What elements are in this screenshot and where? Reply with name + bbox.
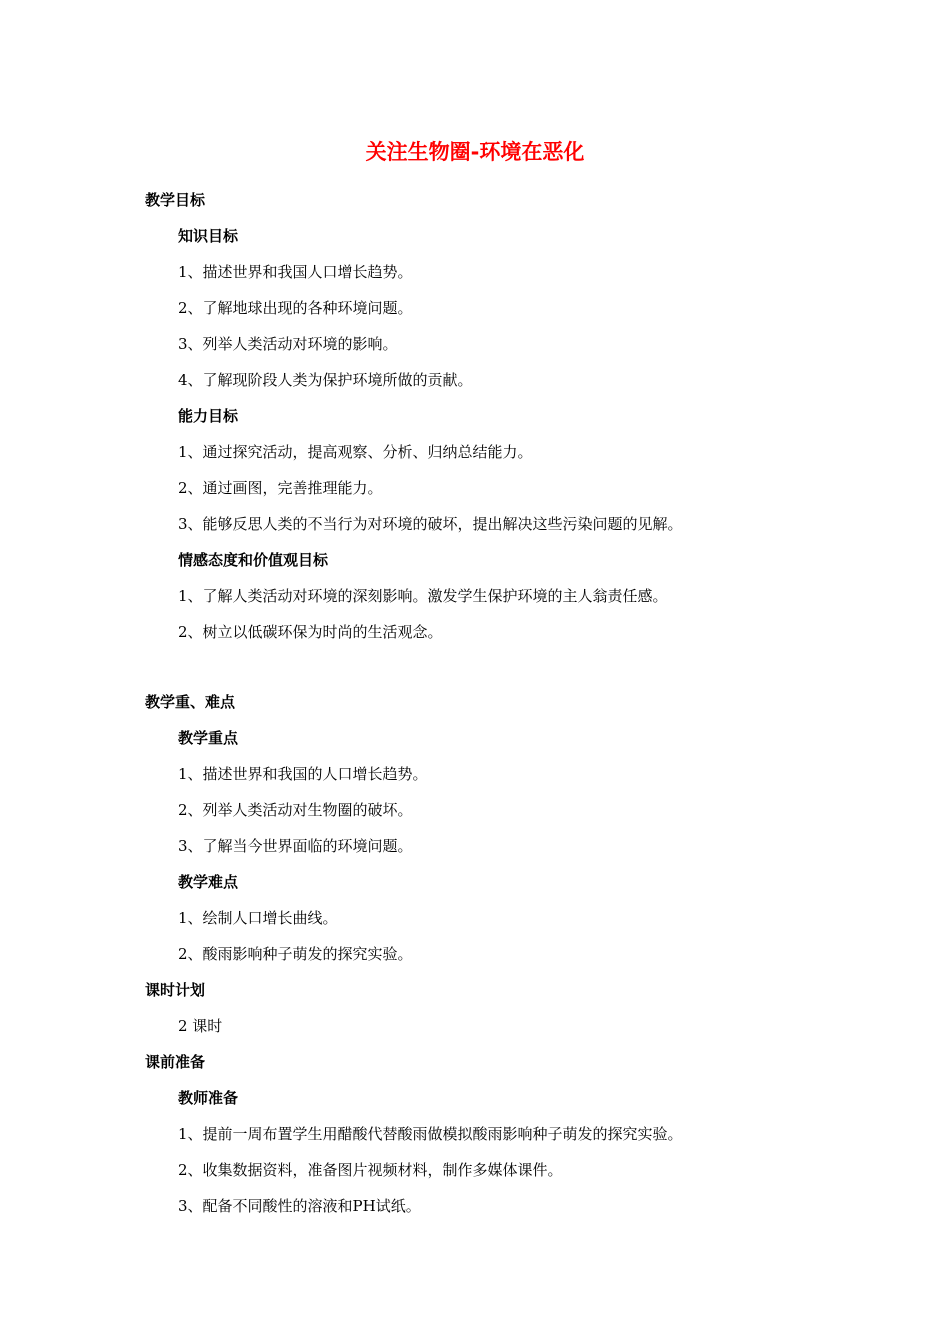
subsection-heading-emotion: 情感态度和价值观目标 [178,551,329,569]
list-item: 3、列举人类活动对环境的影响。 [178,335,398,353]
list-item: 3、了解当今世界面临的环境问题。 [178,837,413,855]
list-item: 2、了解地球出现的各种环境问题。 [178,299,413,317]
section-heading-objectives: 教学目标 [145,191,206,209]
list-item: 2、列举人类活动对生物圈的破坏。 [178,801,413,819]
section-heading-preparation: 课前准备 [145,1053,206,1071]
blank-line [0,655,950,689]
list-item: 2、通过画图，完善推理能力。 [178,479,383,497]
list-item: 1、绘制人口增长曲线。 [178,909,338,927]
list-item: 1、了解人类活动对环境的深刻影响。激发学生保护环境的主人翁责任感。 [178,587,668,605]
subsection-heading-knowledge: 知识目标 [178,227,239,245]
list-item: 1、提前一周布置学生用醋酸代替酸雨做模拟酸雨影响种子萌发的探究实验。 [178,1125,683,1143]
document-title: 关注生物圈-环境在恶化 [365,140,585,164]
document-body [0,187,950,1229]
list-item: 4、了解现阶段人类为保护环境所做的贡献。 [178,371,473,389]
section-heading-key-points: 教学重、难点 [145,693,236,711]
list-item: 1、通过探究活动，提高观察、分析、归纳总结能力。 [178,443,533,461]
section-heading-schedule: 课时计划 [145,981,206,999]
list-item: 3、能够反思人类的不当行为对环境的破坏，提出解决这些污染问题的见解。 [178,515,683,533]
subsection-heading-ability: 能力目标 [178,407,239,425]
list-item: 1、描述世界和我国人口增长趋势。 [178,263,413,281]
list-item: 2、收集数据资料，准备图片视频材料，制作多媒体课件。 [178,1161,563,1179]
list-item: 3、配备不同酸性的溶液和PH试纸。 [178,1197,421,1215]
list-item: 2、树立以低碳环保为时尚的生活观念。 [178,623,443,641]
list-item: 1、描述世界和我国的人口增长趋势。 [178,765,428,783]
subsection-heading-teacher: 教师准备 [178,1089,239,1107]
list-item: 2、酸雨影响种子萌发的探究实验。 [178,945,413,963]
subsection-heading-focus: 教学重点 [178,729,239,747]
schedule-value: 2 课时 [178,1017,223,1035]
subsection-heading-difficulty: 教学难点 [178,873,239,891]
